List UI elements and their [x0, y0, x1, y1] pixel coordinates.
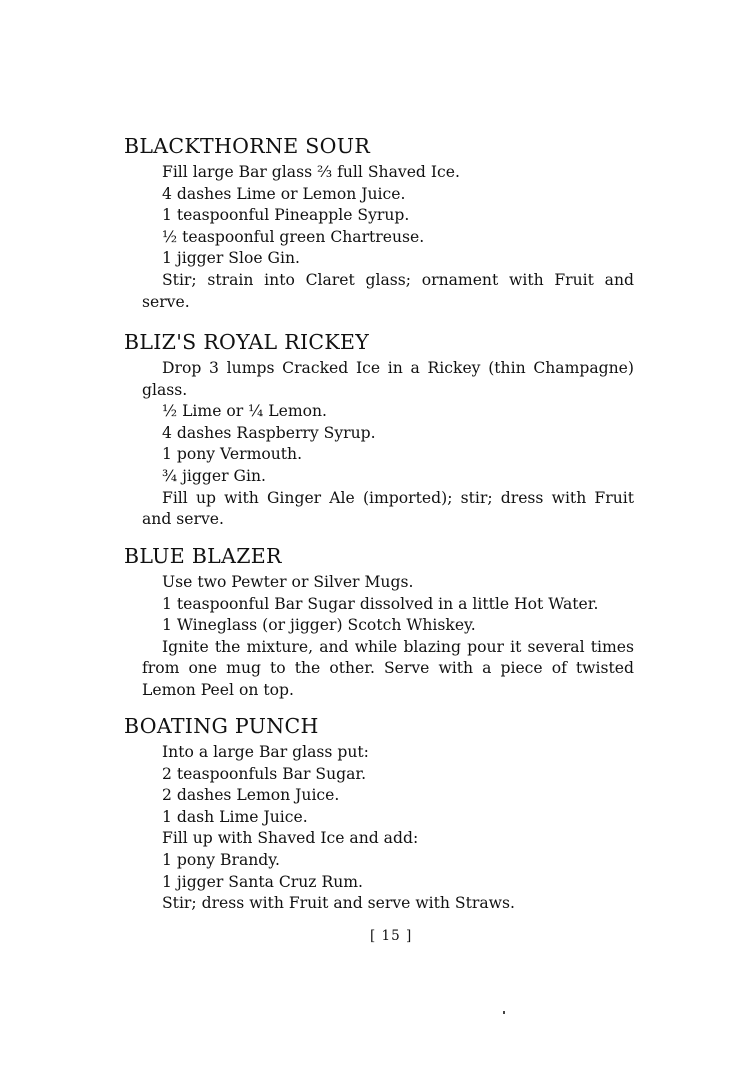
recipe-blackthorne-sour: [124, 133, 654, 313]
intro-paragraph: Drop 3 lumps Cracked Ice in a Rickey (thin Champagne) glass.: [142, 359, 634, 399]
ingredient-line: 1 pony Brandy.: [162, 850, 280, 869]
ingredient-line: ½ Lime or ¼ Lemon.: [162, 402, 328, 421]
recipe-bliz-royal-rickey: [124, 329, 654, 531]
page-number: [ 15 ]: [370, 928, 413, 944]
ingredient-line: 1 teaspoonful Pineapple Syrup.: [162, 206, 410, 225]
ingredient-line: ¾ jigger Gin.: [162, 466, 266, 485]
recipe-title: BLIZ'S ROYAL RICKEY: [124, 330, 370, 354]
instruction-paragraph: Fill up with Ginger Ale (imported); stir; dress with Fruit and serve.: [142, 488, 634, 529]
ingredient-line: Use two Pewter or Silver Mugs.: [162, 573, 414, 591]
ingredient-line: ½ teaspoonful green Chartreuse.: [162, 227, 425, 246]
recipe-title: BLUE BLAZER: [124, 544, 282, 568]
ingredient-list: [124, 572, 654, 637]
ingredient-list: [124, 401, 654, 487]
ingredient-line: 1 jigger Santa Cruz Rum.: [162, 872, 363, 891]
ingredient-list: [124, 162, 654, 270]
ingredient-list: [124, 742, 654, 915]
ingredient-line: 1 jigger Sloe Gin.: [162, 249, 300, 268]
instruction-paragraph: Ignite the mixture, and while blazing pour it several times from one mug to the other. Serve with a piece of twisted Lemon Peel on top.: [142, 637, 634, 699]
ingredient-line: 1 dash Lime Juice.: [162, 807, 308, 826]
instruction-paragraph: Stir; strain into Claret glass; ornament with Fruit and serve.: [142, 270, 634, 311]
ingredient-line: 1 teaspoonful Bar Sugar dissolved in a little Hot Water.: [162, 594, 599, 613]
recipe-title: BLACKTHORNE SOUR: [124, 134, 371, 158]
ingredient-line: 2 teaspoonfuls Bar Sugar.: [162, 764, 367, 783]
ingredient-line: 4 dashes Lime or Lemon Juice.: [162, 184, 406, 203]
recipe-boating-punch: [124, 713, 654, 915]
ingredient-line: 1 Wineglass (or jigger) Scotch Whiskey.: [162, 616, 476, 635]
ingredient-line: Stir; dress with Fruit and serve with Straws.: [162, 894, 515, 913]
recipe-title: BOATING PUNCH: [124, 714, 319, 738]
recipe-blue-blazer: [124, 543, 654, 702]
ink-speck: [503, 1011, 505, 1014]
ingredient-line: 2 dashes Lemon Juice.: [162, 786, 340, 805]
ingredient-line: Fill large Bar glass ⅔ full Shaved Ice.: [162, 163, 460, 181]
ingredient-line: 4 dashes Raspberry Syrup.: [162, 423, 376, 442]
ingredient-line: Into a large Bar glass put:: [162, 743, 369, 761]
ingredient-line: Fill up with Shaved Ice and add:: [162, 829, 419, 848]
ingredient-line: 1 pony Vermouth.: [162, 445, 303, 464]
